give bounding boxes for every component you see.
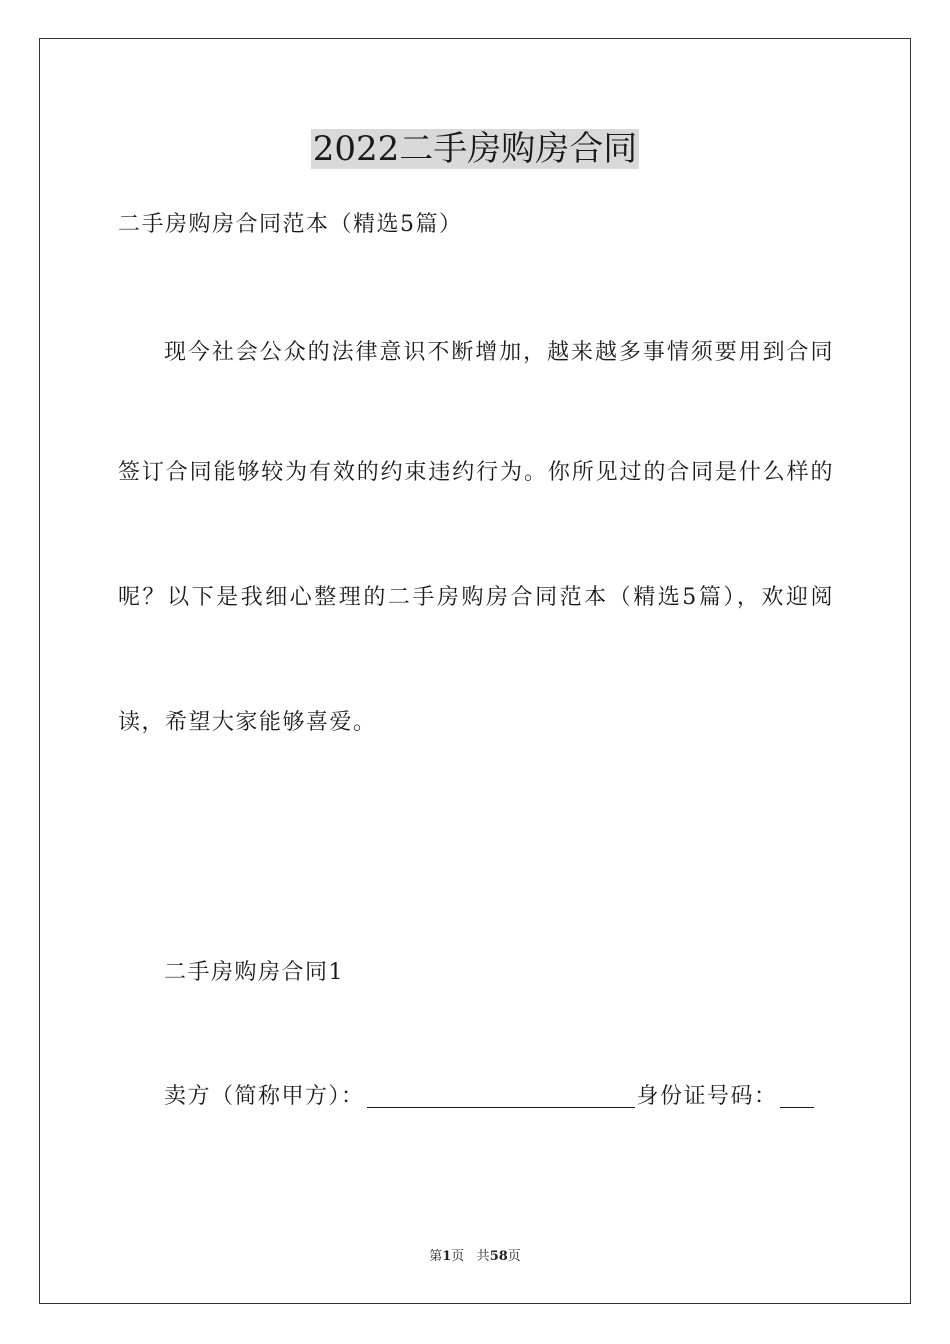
intro-line-3: 呢？以下是我细心整理的二手房购房合同范本（精选5篇），欢迎阅	[118, 585, 834, 610]
footer-total-suffix: 页	[507, 1249, 521, 1264]
footer-page-prefix: 第	[429, 1249, 443, 1264]
footer-total-prefix: 共	[476, 1249, 490, 1264]
seller-id-blank[interactable]	[780, 1085, 814, 1108]
page-footer	[0, 1248, 950, 1266]
intro-line-1: 现今社会公众的法律意识不断增加，越来越多事情须要用到合同	[164, 340, 834, 365]
footer-total-pages: 58	[489, 1249, 508, 1264]
intro-line-4: 读，希望大家能够喜爱。	[118, 710, 377, 735]
seller-id-label: 身份证号码：	[636, 1084, 778, 1109]
document-subtitle: 二手房购房合同范本（精选5篇）	[118, 212, 463, 237]
document-title	[0, 128, 950, 170]
seller-info-row	[164, 1082, 836, 1112]
footer-page-number: 1	[442, 1249, 452, 1264]
footer-page-suffix: 页	[451, 1249, 465, 1264]
document-title-text: 2022二手房购房合同	[312, 129, 638, 169]
seller-name-blank[interactable]	[367, 1085, 635, 1108]
intro-line-2: 签订合同能够较为有效的约束违约行为。你所见过的合同是什么样的	[118, 460, 834, 485]
seller-label: 卖方（简称甲方）：	[164, 1084, 365, 1109]
section-heading: 二手房购房合同1	[164, 960, 344, 985]
